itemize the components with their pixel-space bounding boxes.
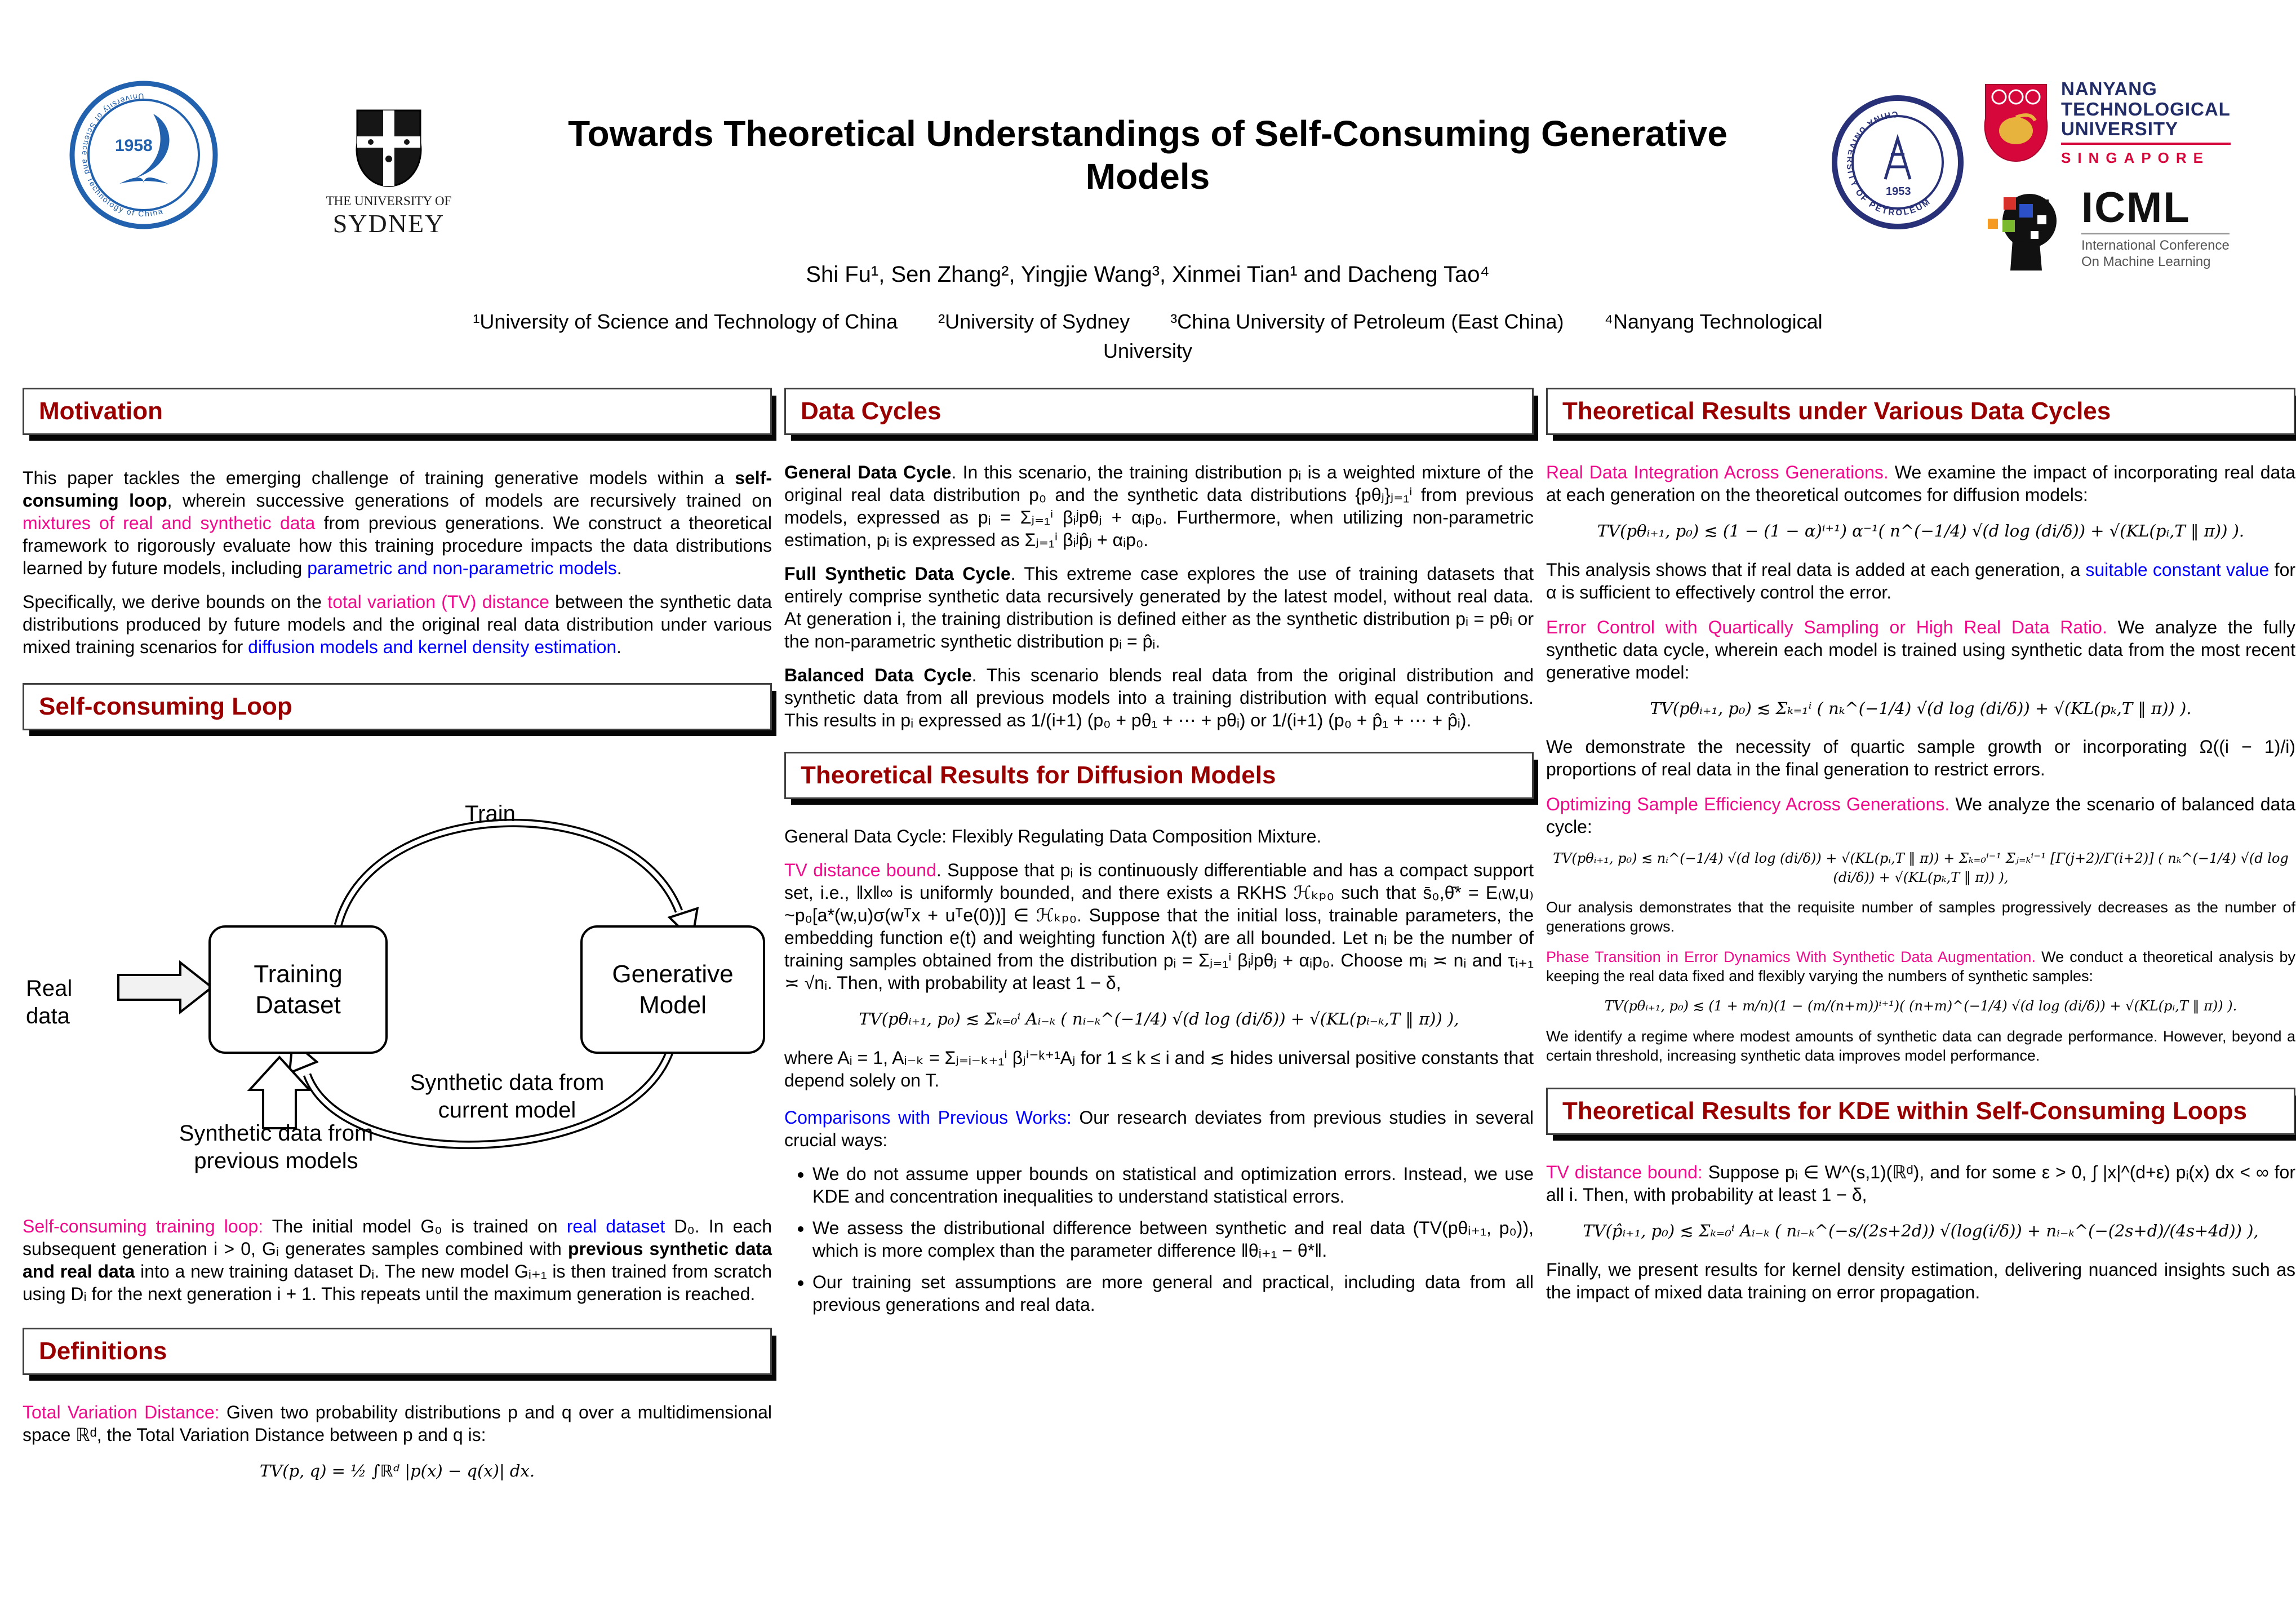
- motivation-paragraph-2: [23, 591, 772, 658]
- highlight-magenta: Self-consuming training loop:: [23, 1216, 264, 1236]
- diffusion-tv-bound-formula: TV(pθᵢ₊₁, p₀) ≲ Σₖ₌₀ⁱ Aᵢ₋ₖ ( nᵢ₋ₖ^(−1/4) √(d log (di/δ)) + √(KL(pᵢ₋ₖ,T ‖ π)) ),: [859, 1009, 1459, 1028]
- middle-column: [784, 388, 1534, 1325]
- text-run: D₀. In each subsequent generation i > 0, Gᵢ generates samples combined with: [23, 1216, 772, 1259]
- comparison-bullet-3: • Our training set assumptions are more general and practical, including data from all previous generations and real data.: [812, 1271, 1534, 1316]
- cup-year: 1953: [1886, 185, 1911, 198]
- diffusion-tv-bound-paragraph: [784, 859, 1534, 994]
- motivation-heading: Motivation: [39, 397, 163, 425]
- sydney-logo-line2: SYDNEY: [332, 209, 445, 238]
- highlight-blue: suitable constant value: [2085, 559, 2270, 580]
- generative-model-label-line2: Model: [639, 991, 707, 1019]
- highlight-magenta: Error Control with Quartically Sampling or High Real Data Ratio.: [1546, 617, 2107, 637]
- balanced-data-cycle-paragraph: [784, 664, 1534, 731]
- text-run-bold: Balanced Data Cycle: [784, 665, 972, 685]
- kde-tv-bound-formula: TV(p̂ᵢ₊₁, p₀) ≲ Σₖ₌₀ⁱ Aᵢ₋ₖ ( nᵢ₋ₖ^(−s/(2s+2d)) √(log(i/δ)) + nᵢ₋ₖ^(−(2s+d)/(4s+4d)) ),: [1583, 1221, 2259, 1241]
- definitions-paragraph: [23, 1401, 772, 1446]
- ntu-name-line2: TECHNOLOGICAL: [2061, 98, 2231, 119]
- kde-conclusion-paragraph: Finally, we present results for kernel density estimation, delivering nuanced insights such as the impact of mixed data training on error propagation.: [1546, 1260, 2295, 1303]
- loop-paragraph: [23, 1215, 772, 1305]
- phase-transition-formula: TV(pθᵢ₊₁, p₀) ≲ (1 + m/n)(1 − (m/(n+m))ⁱ⁺¹)( (n+m)^(−1/4) √(d log (di/δ)) + √(KL(pᵢ,T ‖ π)) ).: [1604, 998, 2237, 1014]
- ntu-name-line1: NANYANG: [2061, 78, 2157, 99]
- section-loop-header: [23, 683, 772, 730]
- highlight-blue: Comparisons with Previous Works:: [784, 1107, 1072, 1128]
- text-run: between the synthetic data distributions produced by future models and the original real data distribution under various mixed training scenarios for: [23, 592, 772, 657]
- text-run: Suppose pᵢ ∈ W^(s,1)(ℝᵈ), and for some ε > 0, ∫ |x|^(d+ε) pᵢ(x) dx < ∞ for all i. Then, with probability at least 1 − δ,: [1546, 1162, 2296, 1205]
- highlight-blue: diffusion models and kernel density estimation: [248, 637, 617, 657]
- sample-decrease-paragraph: Our analysis demonstrates that the requisite number of samples progressively decreases as the number of generations grows.: [1546, 899, 2295, 935]
- sydney-logo: [313, 107, 465, 238]
- section-motivation-header: [23, 388, 772, 435]
- generative-model-box: [580, 925, 765, 1054]
- phase-regime-paragraph: We identify a regime where modest amounts of synthetic data can degrade performance. However, beyond a certain threshold, increasing synthetic data improves model performance.: [1546, 1027, 2295, 1064]
- text-run: The initial model G₀ is trained on: [263, 1216, 567, 1236]
- text-run: Specifically, we derive bounds on the: [23, 592, 328, 612]
- training-dataset-box: [208, 925, 388, 1054]
- kde-heading: Theoretical Results for KDE within Self-Consuming Loops: [1562, 1097, 2247, 1125]
- text-run: We analyze the fully synthetic data cycle, wherein each model is trained using synthetic data from the most recent generative model:: [1546, 617, 2296, 682]
- synthetic-current-label: Synthetic data from current model: [410, 1070, 605, 1123]
- icml-head-icon: [1983, 186, 2068, 270]
- real-data-arrow-icon: [118, 963, 212, 1012]
- text-run-bold: General Data Cycle: [784, 462, 952, 482]
- synthetic-previous-label: Synthetic data from previous models: [179, 1121, 374, 1173]
- alpha-control-paragraph: [1546, 558, 2295, 604]
- text-run: . In this scenario, the training distribution pᵢ is a weighted mixture of the original real data distribution p₀ and the synthetic data distributions {pθⱼ}ⱼ₌₁ⁱ from previous models, expressed as pᵢ = Σⱼ₌₁ⁱ βᵢʲpθⱼ + αᵢp₀. Furthermore, when utilizing non-parametric estimation, pᵢ is expressed as Σⱼ₌₁ⁱ βᵢʲp̂ⱼ + αᵢp₀.: [784, 462, 1534, 550]
- motivation-paragraph-1: [23, 467, 772, 579]
- comparisons-intro-paragraph: [784, 1106, 1534, 1151]
- ntu-name-line3: UNIVERSITY: [2061, 119, 2231, 145]
- real-data-integration-formula: TV(pθᵢ₊₁, p₀) ≲ (1 − (1 − α)ⁱ⁺¹) α⁻¹( n^(−1/4) √(d log (di/δ)) + √(KL(pᵢ,T ‖ π)) ).: [1597, 521, 2245, 540]
- text-run: . Suppose that pᵢ is continuously differentiable and has a compact support set, i.e., ‖x‖∞ is uniformly bounded, and there exists a RKHS ℋₖₚ₀ such that s̄₀,θ̄* = E₍w,u₎~p₀[a*(w,u)σ(wᵀx + uᵀe(0))] ∈ ℋₖₚ₀. Suppose that the initial loss, trainable parameters, the embedding function e(t) and weighting function λ(t) are all bounded. Let nᵢ be the number of training samples obtained from the distribution pᵢ = Σⱼ₌₁ⁱ βᵢʲpθⱼ + αᵢp₀. Choose mᵢ ≍ nᵢ and τᵢ₊₁ ≍ √nᵢ. Then, with probability at least 1 − δ,: [784, 860, 1534, 993]
- section-diffusion-header: [784, 752, 1534, 799]
- diffusion-where-paragraph: where Aᵢ = 1, Aᵢ₋ₖ = Σⱼ₌ᵢ₋ₖ₊₁ⁱ βⱼⁱ⁻ᵏ⁺¹Aⱼ for 1 ≤ k ≤ i and ≲ hides universal positive constants that depend solely on T.: [784, 1047, 1534, 1090]
- highlight-blue: parametric and non-parametric models: [307, 558, 617, 578]
- training-dataset-label-line2: Dataset: [255, 991, 341, 1019]
- train-label: Train: [465, 801, 516, 826]
- text-run: . This extreme case explores the use of training datasets that entirely comprise synthetic data recursively generated by the latest model, without real data. At generation i, the training distribution is defined either as the synthetic distribution pᵢ = pθᵢ or the non-parametric synthetic distribution pᵢ = p̂ᵢ.: [784, 564, 1534, 651]
- various-cycles-heading: Theoretical Results under Various Data Cycles: [1562, 397, 2111, 425]
- cup-ring-text: CHINA UNIVERSITY OF PETROLEUM: [1844, 109, 1933, 218]
- ustc-ring-text: University of Science and Technology of China: [81, 91, 165, 219]
- section-definitions-header: [23, 1328, 772, 1375]
- comparisons-bullet-list: [788, 1163, 1534, 1316]
- left-column: [23, 388, 772, 1498]
- poster-title: Towards Theoretical Understandings of Self-Consuming Generative Models: [568, 113, 1727, 197]
- sample-efficiency-formula: TV(pθᵢ₊₁, p₀) ≲ nᵢ^(−1/4) √(d log (di/δ)) + √(KL(pᵢ,T ‖ π)) + Σₖ₌₀ⁱ⁻¹ Σⱼ₌ₖⁱ⁻¹ [Γ(j+2)/Γ(i+2)] ( nₖ^(−1/4) √(d log (di/δ)) + √(KL(pₖ,T ‖ π)) ),: [1553, 850, 2289, 885]
- error-control-paragraph: [1546, 616, 2295, 684]
- full-synthetic-data-cycle-paragraph: [784, 562, 1534, 653]
- ustc-year: 1958: [115, 136, 153, 155]
- comparison-bullet-1: • We do not assume upper bounds on statistical and optimization errors. Instead, we use KDE and concentration inequalities to understand statistical errors.: [812, 1163, 1534, 1208]
- text-run: This paper tackles the emerging challenge of training generative models within a: [23, 468, 735, 488]
- text-run: .: [616, 637, 622, 657]
- text-run: We conduct a theoretical analysis by keeping the real data fixed and flexibly varying the numbers of synthetic samples:: [1546, 948, 2295, 985]
- section-kde-header: [1546, 1088, 2295, 1135]
- text-run: for α is sufficient to effectively control the error.: [1546, 559, 2296, 602]
- sample-efficiency-paragraph: [1546, 793, 2295, 838]
- text-run: from previous generations. We construct a theoretical framework to rigorously evaluate how this training procedure impacts the data distributions learned by future models, including: [23, 513, 772, 578]
- training-dataset-label-line1: Training: [254, 960, 343, 988]
- diffusion-subheading: General Data Cycle: Flexibly Regulating Data Composition Mixture.: [784, 826, 1322, 846]
- text-run: , wherein successive generations of models are recursively trained on: [167, 490, 772, 511]
- icml-subtitle-line1: International Conference: [2081, 233, 2230, 254]
- ntu-shield-icon: [1983, 82, 2049, 163]
- ustc-emblem-icon: [68, 79, 220, 231]
- phase-transition-paragraph: [1546, 948, 2295, 986]
- highlight-magenta: TV distance bound:: [1546, 1162, 1703, 1183]
- text-run: into a new training dataset Dᵢ. The new model Gᵢ₊₁ is then trained from scratch using Dᵢ for the next generation i + 1. This repeats until the maximum generation is reached.: [23, 1261, 772, 1304]
- text-run: . This scenario blends real data from the original distribution and synthetic data from all previous models into a training distribution with equal contributions. This results in pᵢ expressed as 1/(i+1) (p₀ + pθ₁ + ⋯ + pθᵢ) or 1/(i+1) (p₀ + p̂₁ + ⋯ + p̂ᵢ).: [784, 665, 1534, 730]
- poster-authors: Shi Fu¹, Sen Zhang², Yingjie Wang³, Xinmei Tian¹ and Dacheng Tao⁴: [806, 262, 1490, 287]
- diffusion-heading: Theoretical Results for Diffusion Models: [801, 761, 1276, 789]
- cup-logo: [1830, 95, 1965, 233]
- general-data-cycle-paragraph: [784, 461, 1534, 551]
- self-consuming-loop-diagram: [23, 756, 772, 1207]
- error-control-formula: TV(pθᵢ₊₁, p₀) ≲ Σₖ₌₁ⁱ ( nₖ^(−1/4) √(d log (di/δ)) + √(KL(pₖ,T ‖ π)) ).: [1650, 698, 2192, 718]
- real-data-label: Real data: [26, 976, 73, 1028]
- text-run-bold: Full Synthetic Data Cycle: [784, 564, 1011, 584]
- icml-subtitle-line2: On Machine Learning: [2081, 254, 2211, 269]
- text-run: .: [616, 558, 622, 578]
- highlight-magenta: mixtures of real and synthetic data: [23, 513, 316, 533]
- highlight-magenta: TV distance bound: [784, 860, 936, 880]
- ntu-singapore: SINGAPORE: [2061, 149, 2210, 166]
- highlight-magenta: Optimizing Sample Efficiency Across Generations.: [1546, 794, 1950, 815]
- sydney-shield-icon: [354, 107, 424, 189]
- highlight-magenta: Real Data Integration Across Generations.: [1546, 462, 1889, 482]
- section-data-cycles-header: [784, 388, 1534, 435]
- data-cycles-heading: Data Cycles: [801, 397, 942, 425]
- text-run-bold: self-consuming loop: [23, 468, 772, 511]
- icml-logo: [1983, 183, 2230, 270]
- highlight-magenta: total variation (TV) distance: [327, 592, 549, 612]
- comparison-bullet-2: • We assess the distributional difference between synthetic and real data (TV(pθᵢ₊₁, p₀)), which is more complex than the parameter difference ‖θᵢ₊₁ − θ*‖.: [812, 1217, 1534, 1262]
- ntu-logo: [1983, 79, 2231, 167]
- text-run: We examine the impact of incorporating real data at each generation on the theoretical outcomes for diffusion models:: [1546, 462, 2296, 505]
- tv-definition-formula: TV(p, q) = ½ ∫ℝᵈ |p(x) − q(x)| dx.: [259, 1461, 535, 1480]
- ustc-logo: [68, 79, 220, 234]
- quartic-growth-paragraph: We demonstrate the necessity of quartic sample growth or incorporating Ω((i − 1)/i) proportions of real data in the final generation to restrict errors.: [1546, 737, 2295, 780]
- icml-abbr: ICML: [2081, 183, 2191, 232]
- section-various-cycles-header: [1546, 388, 2295, 435]
- generative-model-label-line1: Generative: [612, 960, 734, 988]
- text-run-bold: previous synthetic data and real data: [23, 1239, 772, 1281]
- poster-affiliations: ¹University of Science and Technology of China ²University of Sydney ³China University of Petroleum (East China) ⁴Nanyang Technological University: [473, 310, 1823, 363]
- highlight-magenta: Phase Transition in Error Dynamics With Synthetic Data Augmentation.: [1546, 948, 2036, 965]
- text-run: We analyze the scenario of balanced data cycle:: [1546, 794, 2296, 837]
- text-run: Our research deviates from previous studies in several crucial ways:: [784, 1107, 1534, 1150]
- kde-tv-bound-paragraph: [1546, 1161, 2295, 1206]
- cup-emblem-icon: [1830, 95, 1965, 230]
- sydney-logo-line1: THE UNIVERSITY OF: [326, 194, 452, 208]
- right-column: [1546, 388, 2295, 1315]
- highlight-blue: real dataset: [566, 1216, 665, 1236]
- definitions-heading: Definitions: [39, 1337, 167, 1365]
- text-run: This analysis shows that if real data is added at each generation, a: [1546, 559, 2086, 580]
- loop-heading: Self-consuming Loop: [39, 693, 292, 720]
- highlight-magenta: Total Variation Distance:: [23, 1402, 220, 1422]
- real-data-integration-paragraph: [1546, 461, 2295, 506]
- text-run: Given two probability distributions p and q over a multidimensional space ℝᵈ, the Total Variation Distance between p and q is:: [23, 1402, 772, 1445]
